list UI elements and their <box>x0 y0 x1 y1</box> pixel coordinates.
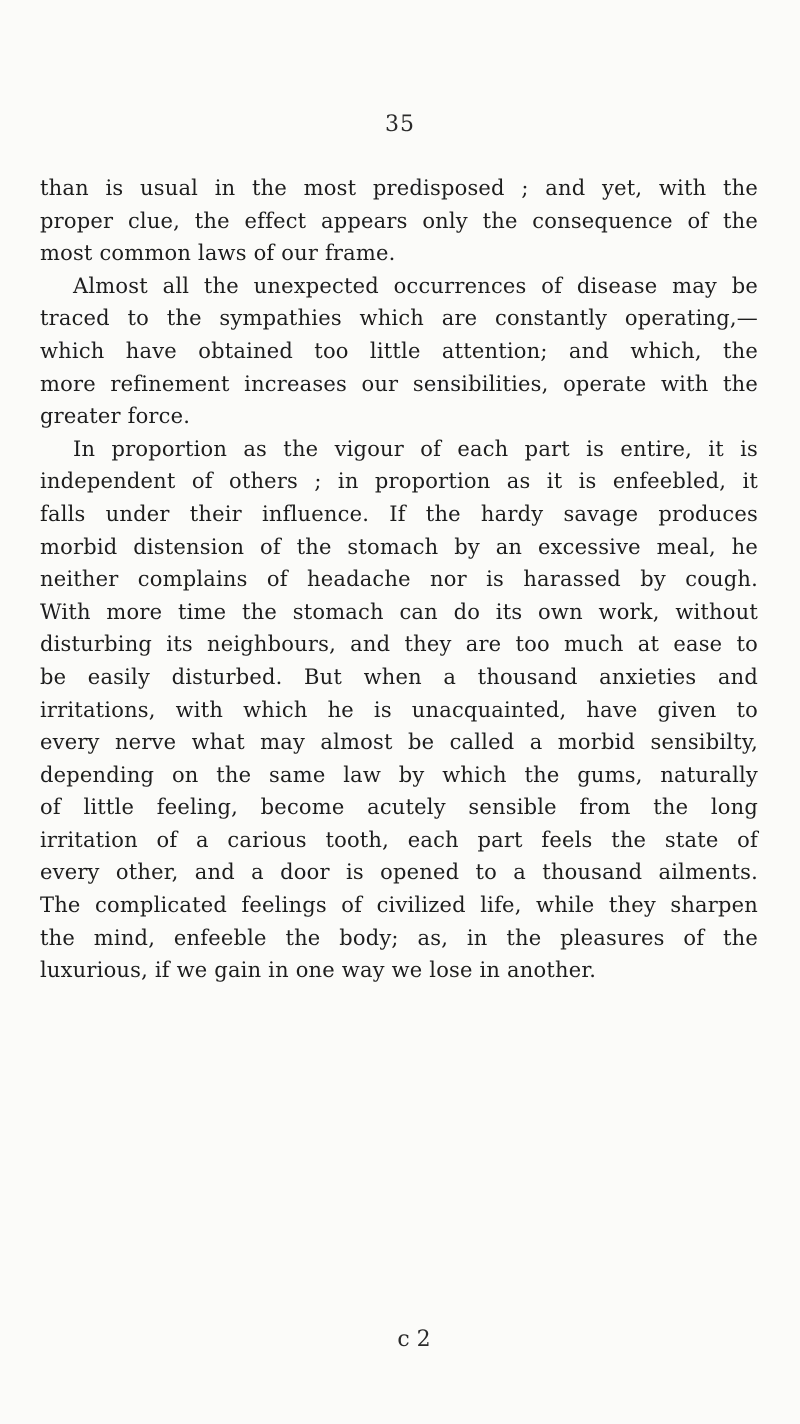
text-line: irritation of a carious tooth, each part feels the state of <box>40 827 758 852</box>
text-line: traced to the sympathies which are constantly operating,— <box>40 306 758 331</box>
text-line: independent of others ; in proportion as it is enfeebled, it <box>40 469 758 494</box>
text-line: every nerve what may almost be called a morbid sensibilty, <box>40 730 758 755</box>
text-line: Almost all the unexpected occurrences of disease may be <box>73 273 758 298</box>
text-line: falls under their influence. If the hardy savage produces <box>40 501 758 526</box>
text-line: With more time the stomach can do its own work, without <box>40 599 758 624</box>
text-line: The complicated feelings of civilized life, while they sharpen <box>40 893 758 918</box>
text-line: more refinement increases our sensibilities, operate with the <box>40 371 758 396</box>
text-line: In proportion as the vigour of each part is entire, it is <box>73 436 758 461</box>
text-line: the mind, enfeeble the body; as, in the pleasures of the <box>40 925 758 950</box>
text-line: depending on the same law by which the gums, naturally <box>40 762 758 787</box>
body-text <box>40 172 758 987</box>
text-line: disturbing its neighbours, and they are too much at ease to <box>40 632 758 657</box>
text-line: morbid distension of the stomach by an excessive meal, he <box>40 534 758 559</box>
text-line: than is usual in the most predisposed ; and yet, with the <box>40 176 758 200</box>
text-line: luxurious, if we gain in one way we lose in another. <box>40 958 597 983</box>
text-line: neither complains of headache nor is harassed by cough. <box>40 567 758 592</box>
text-line: every other, and a door is opened to a thousand ailments. <box>40 860 758 885</box>
page-number: 35 <box>385 112 415 137</box>
signature-mark: c 2 <box>397 1327 431 1352</box>
text-line: of little feeling, become acutely sensible from the long <box>40 795 758 820</box>
text-line: which have obtained too little attention; and which, the <box>40 338 758 363</box>
text-line: proper clue, the effect appears only the consequence of the <box>40 208 758 233</box>
text-line: greater force. <box>40 404 191 429</box>
text-line: most common laws of our frame. <box>40 241 396 266</box>
text-line: irritations, with which he is unacquainted, have given to <box>40 697 758 722</box>
text-line: be easily disturbed. But when a thousand anxieties and <box>40 664 758 689</box>
